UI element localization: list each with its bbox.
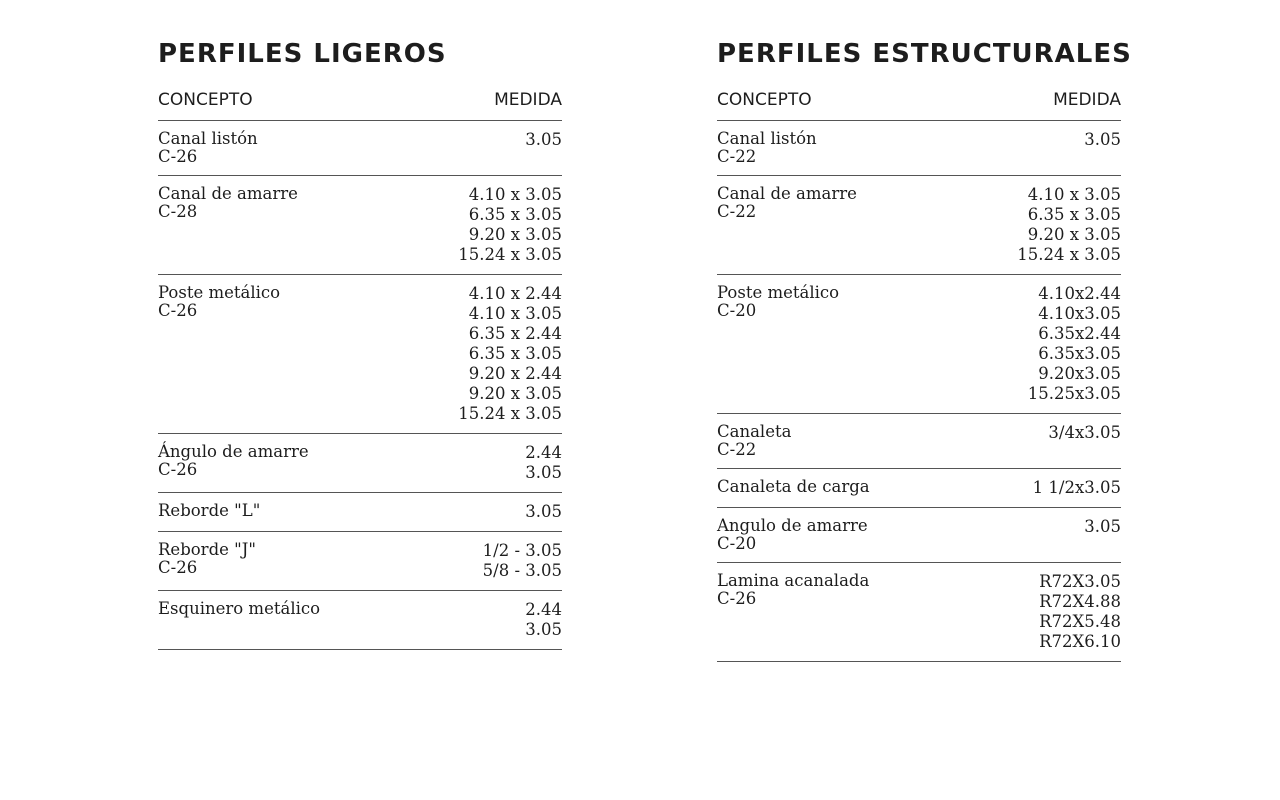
measure-value: 3.05 — [525, 502, 562, 521]
table-row — [717, 275, 1121, 414]
measure-value: 3.05 — [1084, 517, 1121, 536]
measure-value: 1 1/2x3.05 — [1032, 478, 1121, 497]
concept-name: Ángulo de amarre — [158, 442, 309, 461]
table-row — [717, 469, 1121, 508]
measure-value: 15.25x3.05 — [1027, 384, 1121, 403]
concept-cell — [158, 541, 256, 581]
concept-cell — [158, 443, 309, 483]
measure-value: 15.24 x 3.05 — [458, 404, 562, 423]
measure-value: 3/4x3.05 — [1048, 423, 1121, 442]
measure-value: 9.20 x 3.05 — [468, 384, 562, 403]
measure-value: 2.44 — [525, 600, 562, 619]
measure-value: 3.05 — [525, 463, 562, 482]
measure-value: 3.05 — [525, 620, 562, 639]
measure-value: 4.10 x 2.44 — [468, 284, 562, 303]
concept-name: Canal de amarre — [158, 184, 298, 203]
table-row — [158, 121, 562, 176]
measure-value: 4.10 x 3.05 — [1027, 185, 1121, 204]
measure-cell — [525, 130, 562, 166]
measure-value: R72X5.48 — [1039, 612, 1121, 631]
concept-code: C-26 — [158, 147, 198, 166]
concept-cell — [717, 517, 868, 553]
concept-code: C-20 — [717, 534, 757, 553]
table-body — [158, 121, 562, 650]
concept-code: C-22 — [717, 147, 757, 166]
table-row — [717, 508, 1121, 563]
concept-name: Canal listón — [717, 129, 817, 148]
measure-value: 6.35 x 3.05 — [1027, 205, 1121, 224]
table-row — [158, 275, 562, 434]
header-measure: MEDIDA — [494, 90, 562, 110]
measure-cell — [1017, 185, 1121, 265]
concept-cell — [158, 185, 298, 265]
measure-cell — [1039, 572, 1121, 652]
measure-value: 3.05 — [525, 130, 562, 149]
concept-name: Canal de amarre — [717, 184, 857, 203]
measure-value: R72X6.10 — [1039, 632, 1121, 651]
measure-value: 1/2 - 3.05 — [482, 541, 562, 560]
structural-profiles-table — [717, 36, 1132, 662]
table-header — [158, 72, 562, 121]
measure-value: 3.05 — [1084, 130, 1121, 149]
concept-code: C-26 — [158, 460, 198, 479]
concept-code: C-26 — [717, 589, 757, 608]
measure-value: 5/8 - 3.05 — [482, 561, 562, 580]
concept-name: Angulo de amarre — [717, 516, 868, 535]
measure-value: 9.20 x 2.44 — [468, 364, 562, 383]
measure-value: 4.10 x 3.05 — [468, 185, 562, 204]
measure-cell — [483, 541, 562, 581]
measure-cell — [1048, 423, 1121, 459]
measure-value: 15.24 x 3.05 — [1017, 245, 1121, 264]
measure-value: 4.10x3.05 — [1038, 304, 1121, 323]
concept-cell — [158, 130, 258, 166]
concept-cell — [717, 185, 857, 265]
measure-value: R72X4.88 — [1039, 592, 1121, 611]
measure-value: 15.24 x 3.05 — [458, 245, 562, 264]
measure-cell — [458, 284, 562, 424]
measure-value: 6.35 x 3.05 — [468, 344, 562, 363]
table-row — [717, 176, 1121, 275]
table-row — [158, 493, 562, 532]
concept-name: Lamina acanalada — [717, 571, 870, 590]
concept-name: Reborde "J" — [158, 540, 256, 559]
measure-cell — [525, 502, 562, 522]
section-title: PERFILES ESTRUCTURALES — [717, 39, 1132, 69]
table-row — [717, 414, 1121, 469]
measure-value: 9.20 x 3.05 — [1027, 225, 1121, 244]
concept-name: Canaleta — [717, 422, 792, 441]
table-row — [158, 591, 562, 650]
measure-value: 9.20x3.05 — [1038, 364, 1121, 383]
measure-value: 6.35 x 2.44 — [468, 324, 562, 343]
concept-code: C-28 — [158, 202, 198, 221]
concept-cell — [717, 284, 839, 404]
concept-cell — [717, 423, 791, 459]
concept-name: Canaleta de carga — [717, 477, 870, 496]
header-measure: MEDIDA — [1053, 90, 1121, 110]
table-row — [158, 176, 562, 275]
concept-code: C-26 — [158, 301, 198, 320]
concept-cell — [158, 284, 280, 424]
table-body — [717, 121, 1121, 662]
concept-name: Poste metálico — [717, 283, 840, 302]
concept-cell — [717, 572, 869, 652]
concept-code: C-22 — [717, 202, 757, 221]
measure-value: 4.10 x 3.05 — [468, 304, 562, 323]
measure-value: 9.20 x 3.05 — [468, 225, 562, 244]
measure-cell — [1028, 284, 1121, 404]
table-row — [717, 563, 1121, 662]
measure-cell — [1033, 478, 1121, 498]
light-profiles-table — [158, 36, 562, 650]
concept-code: C-26 — [158, 558, 198, 577]
concept-cell — [158, 600, 320, 640]
measure-value: 4.10x2.44 — [1038, 284, 1121, 303]
concept-name: Reborde "L" — [158, 501, 261, 520]
table-header — [717, 72, 1121, 121]
header-concept: CONCEPTO — [158, 90, 253, 110]
measure-cell — [458, 185, 562, 265]
concept-cell — [158, 502, 260, 522]
table-row — [158, 532, 562, 591]
measure-cell — [1084, 130, 1121, 166]
measure-cell — [525, 600, 562, 640]
table-row — [717, 121, 1121, 176]
table-row — [158, 434, 562, 493]
concept-code: C-22 — [717, 440, 757, 459]
concept-name: Poste metálico — [158, 283, 281, 302]
measure-cell — [1084, 517, 1121, 553]
measure-cell — [525, 443, 562, 483]
concept-name: Canal listón — [158, 129, 258, 148]
measure-value: 6.35x2.44 — [1038, 324, 1121, 343]
concept-cell — [717, 478, 870, 498]
concept-cell — [717, 130, 817, 166]
concept-code: C-20 — [717, 301, 757, 320]
section-title: PERFILES LIGEROS — [158, 39, 447, 69]
measure-value: R72X3.05 — [1039, 572, 1121, 591]
measure-value: 6.35x3.05 — [1038, 344, 1121, 363]
measure-value: 2.44 — [525, 443, 562, 462]
measure-value: 6.35 x 3.05 — [468, 205, 562, 224]
header-concept: CONCEPTO — [717, 90, 812, 110]
concept-name: Esquinero metálico — [158, 599, 321, 618]
